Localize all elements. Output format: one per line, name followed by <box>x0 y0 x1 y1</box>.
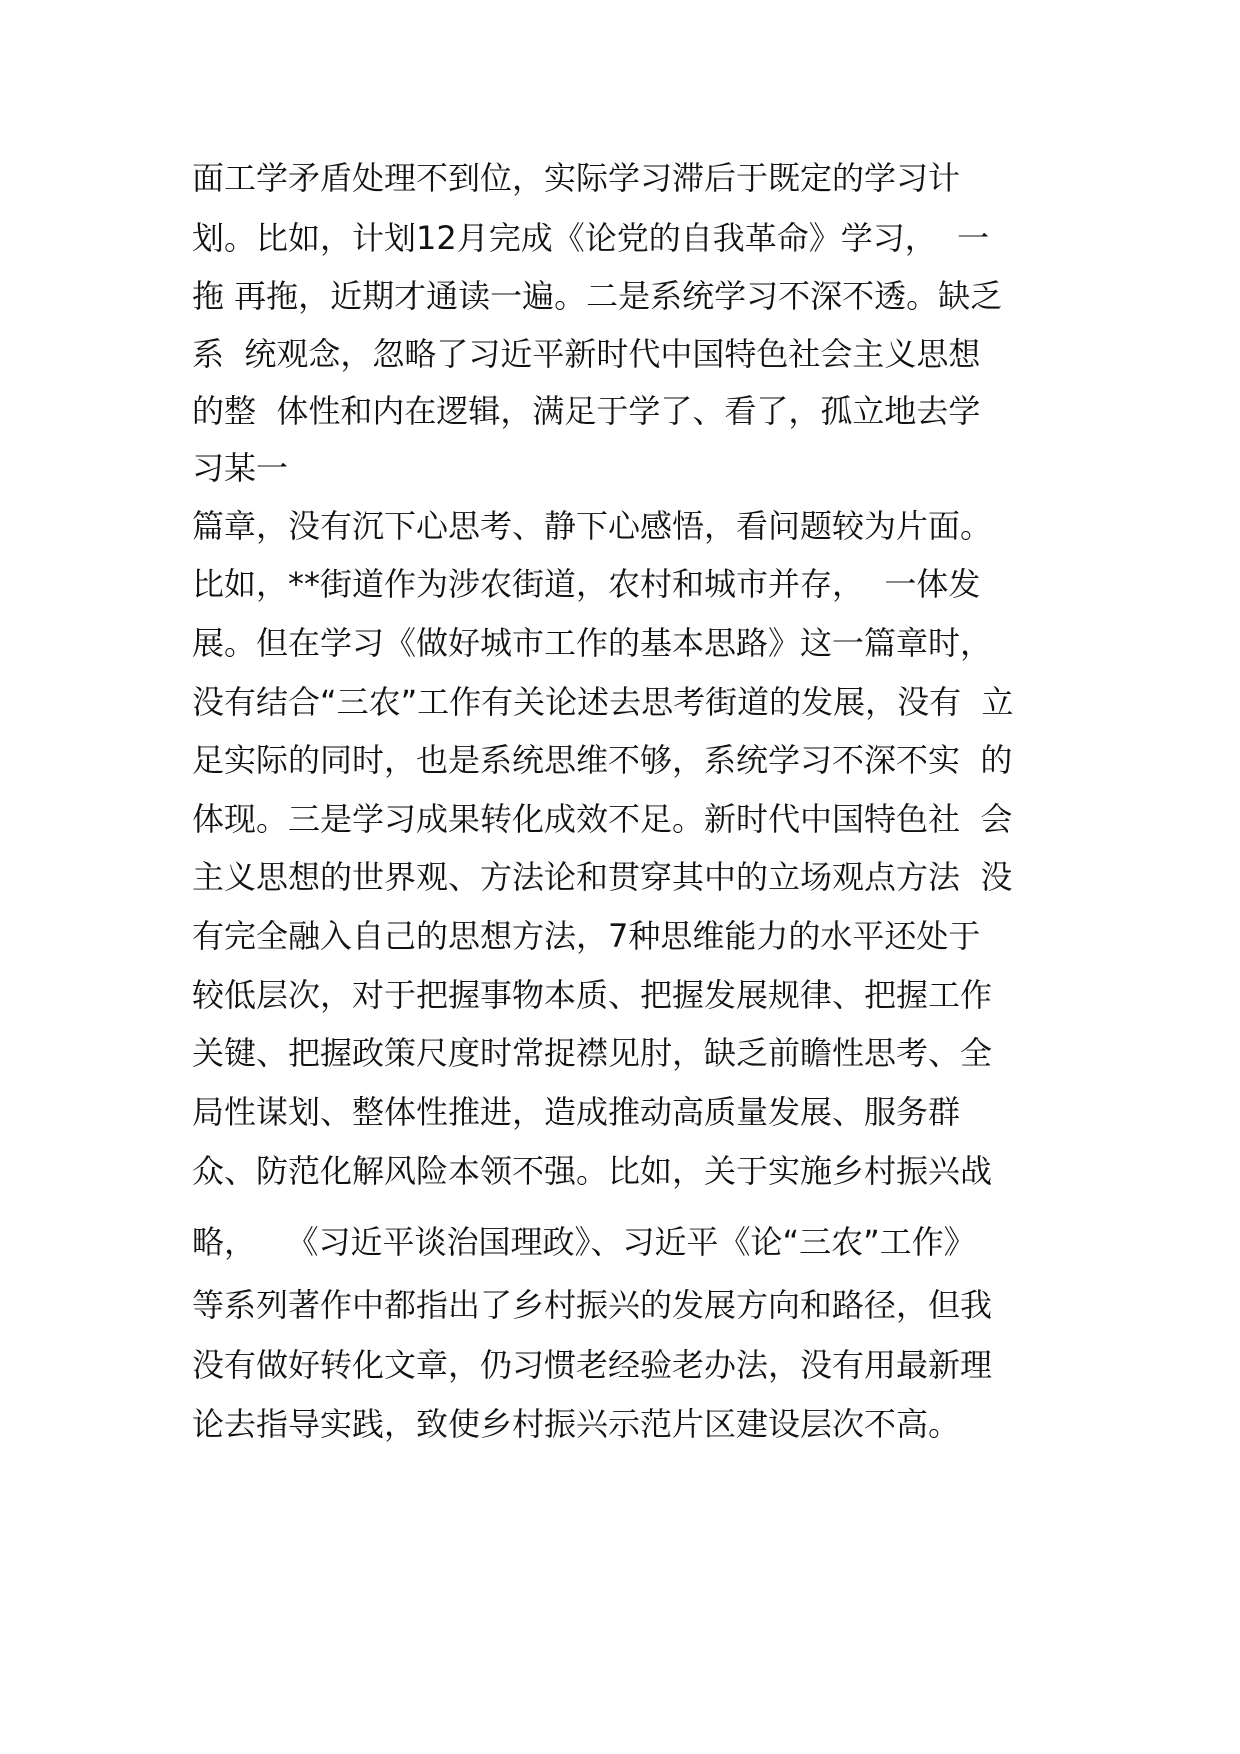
text-line-4: 系 统观念，忽略了习近平新时代中国特色社会主义思想 <box>192 335 981 373</box>
text-line-11: 足实际的同时，也是系统思维不够，系统学习不深不实 的 <box>192 741 1013 779</box>
text-line-14: 有完全融入自己的思想方法，7种思维能力的水平还处于 <box>192 917 981 955</box>
text-line-22: 论去指导实践，致使乡村振兴示范片区建设层次不高。 <box>192 1405 961 1443</box>
text-line-13: 主义思想的世界观、方法论和贯穿其中的立场观点方法 没 <box>192 858 1013 896</box>
text-line-18: 众、防范化解风险本领不强。比如，关于实施乡村振兴战 <box>192 1152 993 1190</box>
text-line-3: 拖 再拖，近期才通读一遍。二是系统学习不深不透。缺乏 <box>192 277 1003 315</box>
text-line-7: 篇章，没有沉下心思考、静下心感悟，看问题较为片面。 <box>192 507 993 545</box>
text-line-15: 较低层次，对于把握事物本质、把握发展规律、把握工作 <box>192 976 993 1014</box>
text-line-21: 没有做好转化文章，仍习惯老经验老办法，没有用最新理 <box>192 1346 993 1384</box>
text-line-10: 没有结合“三农”工作有关论述去思考街道的发展，没有 立 <box>192 683 1014 721</box>
text-line-5: 的整 体性和内在逻辑，满足于学了、看了，孤立地去学 <box>192 392 981 430</box>
text-line-1: 面工学矛盾处理不到位，实际学习滞后于既定的学习计 <box>192 159 961 197</box>
text-line-19: 略， 《习近平谈治国理政》、习近平《论“三农”工作》 <box>192 1223 976 1261</box>
text-line-6: 习某一 <box>192 449 289 487</box>
text-line-17: 局性谋划、整体性推进，造成推动高质量发展、服务群 <box>192 1093 961 1131</box>
text-line-20: 等系列著作中都指出了乡村振兴的发展方向和路径，但我 <box>192 1286 993 1324</box>
text-line-8: 比如，**街道作为涉农街道，农村和城市并存， 一体发 <box>192 565 981 603</box>
text-line-2: 划。比如，计划12月完成《论党的自我革命》学习， 一 <box>192 219 990 257</box>
text-line-12: 体现。三是学习成果转化成效不足。新时代中国特色社 会 <box>192 800 1013 838</box>
text-line-9: 展。但在学习《做好城市工作的基本思路》这一篇章时， <box>192 624 993 662</box>
text-line-16: 关键、把握政策尺度时常捉襟见肘，缺乏前瞻性思考、全 <box>192 1034 993 1072</box>
